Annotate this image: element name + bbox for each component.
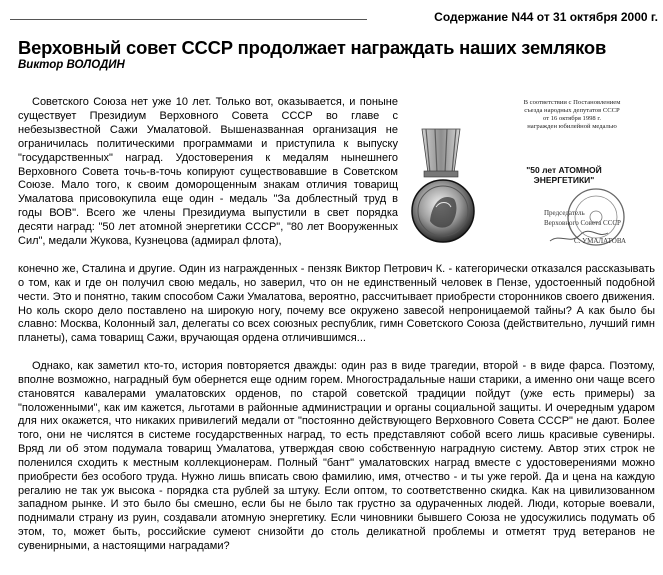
article-title: Верховный совет СССР продолжает награждать наших земляков — [18, 37, 607, 58]
doc-line-3: от 16 октября 1998 г. — [542, 115, 602, 122]
article-second-paragraph: Однако, как заметил кто-то, история повторяется дважды: один раз в виде трагедии, второй - в виде фарса. Поэтому, вполне возможно, наградный бум обернется еще одним горем. Многострадальные наши старики, а именно они чаще всего становятся кавалерами умалатовских орденов, по старой советской традиции пойдут (уже есть примеры) за "положенными", как им кажется, льготами в районные администрации и органы социальной защиты. И очередным ударом для них окажется, что никаких привилегий медали от "постоянно действующего Верховного Совета СССР" не дают. Более того, они не числятся в системе государственных наград, то есть представляют собой всего лишь красивые сувениры. Вряд ли об этом подумала товарищ Умалатова, утверждая свою собственную наградную систему. Автор этих строк не поленился сходить к местным коллекционерам. Полный "бант" умалатовских наград вместе с удостоверениями можно приобрести без особого труда. Нужно лишь вписать свою фамилию, имя, отчество - и ты уже герой. Да и цена на каждую регалию не так уж высока - порядка ста рублей за штуку. Если оптом, то соответственно скидка. Как на цивилизованном западном рынке. И это было бы смешно, если бы не было так грустно за одураченных людей. Люди, которые воевали, поднимали страну из руин, создавали атомную энергетику. Если чиновники бывшего Союза не удосужились подумать об этом, то, может быть, российские сумеют снизойти до столь деликатной проблемы и отметят труд ветеранов не сувенирными, а настоящими наградами? — [18, 360, 655, 552]
article-intro-column: Советского Союза нет уже 10 лет. Только вот, оказывается, и поныне существует Президиум Верховного Совета СССР во главе с небезызвестной Сажи Умалатовой. Вышеназванная организация не ограничилась политическими программами и приступила к выпуску "государственных" наград. Удостоверения к медалям нынешнего Верховного Совета точь-в-точь копируют существовавшие в Советском Союзе. Мало того, к своим доморощенным знакам отличия товарищ Умалатова присовокупила еще один - медаль "За доблестный труд в годы ВОВ". Всего же члены Президиума выпустили в свет порядка десяти наград: "50 лет атомной энергетики СССР", "80 лет Вооруженных Сил", медали Жукова, Кузнецова (адмирал флота), — [18, 96, 398, 248]
article-author: Виктор ВОЛОДИН — [18, 59, 125, 71]
article-intro-continued: конечно же, Сталина и другие. Один из награжденных - пензяк Виктор Петрович К. - категорически отказался рассказывать о том, как и где он получил свою медаль, но заверил, что он не единственный человек в Пензе, удостоенный подобной чести. Это и понятно, таким способом Сажи Умалатова, вероятно, рассчитывает приобрести сторонников своего движения. Но коль скоро дело поставлено на широкую ногу, почему все окружено завесой непроницаемой тайны? А как было бы славно: Москва, Колонный зал, делегаты со всех союзных республик, гимн Советского Союза (действительно, лучший гимн планеты), сама товарищ Сажи, вручающая ордена отличившимся... — [18, 263, 655, 345]
medal-title-line-2: ЭНЕРГЕТИКИ" — [533, 175, 595, 185]
signature-line-1: Председатель — [544, 209, 585, 217]
doc-line-4: награжден юбилейной медалью — [527, 123, 617, 130]
medal-certificate-photo — [402, 89, 653, 262]
signature-line-2: Верховного Совета СССР — [544, 219, 621, 227]
medal-title-line-1: "50 лет АТОМНОЙ — [526, 165, 602, 175]
doc-line-2: съезда народных депутатов СССР — [524, 107, 620, 114]
issue-label: Содержание N44 от 31 октября 2000 г. — [434, 10, 658, 24]
header-rule — [10, 19, 367, 20]
doc-line-1: В соответствии с Постановлением — [523, 99, 621, 106]
signature-name: С. УМАЛАТОВА — [574, 237, 627, 245]
